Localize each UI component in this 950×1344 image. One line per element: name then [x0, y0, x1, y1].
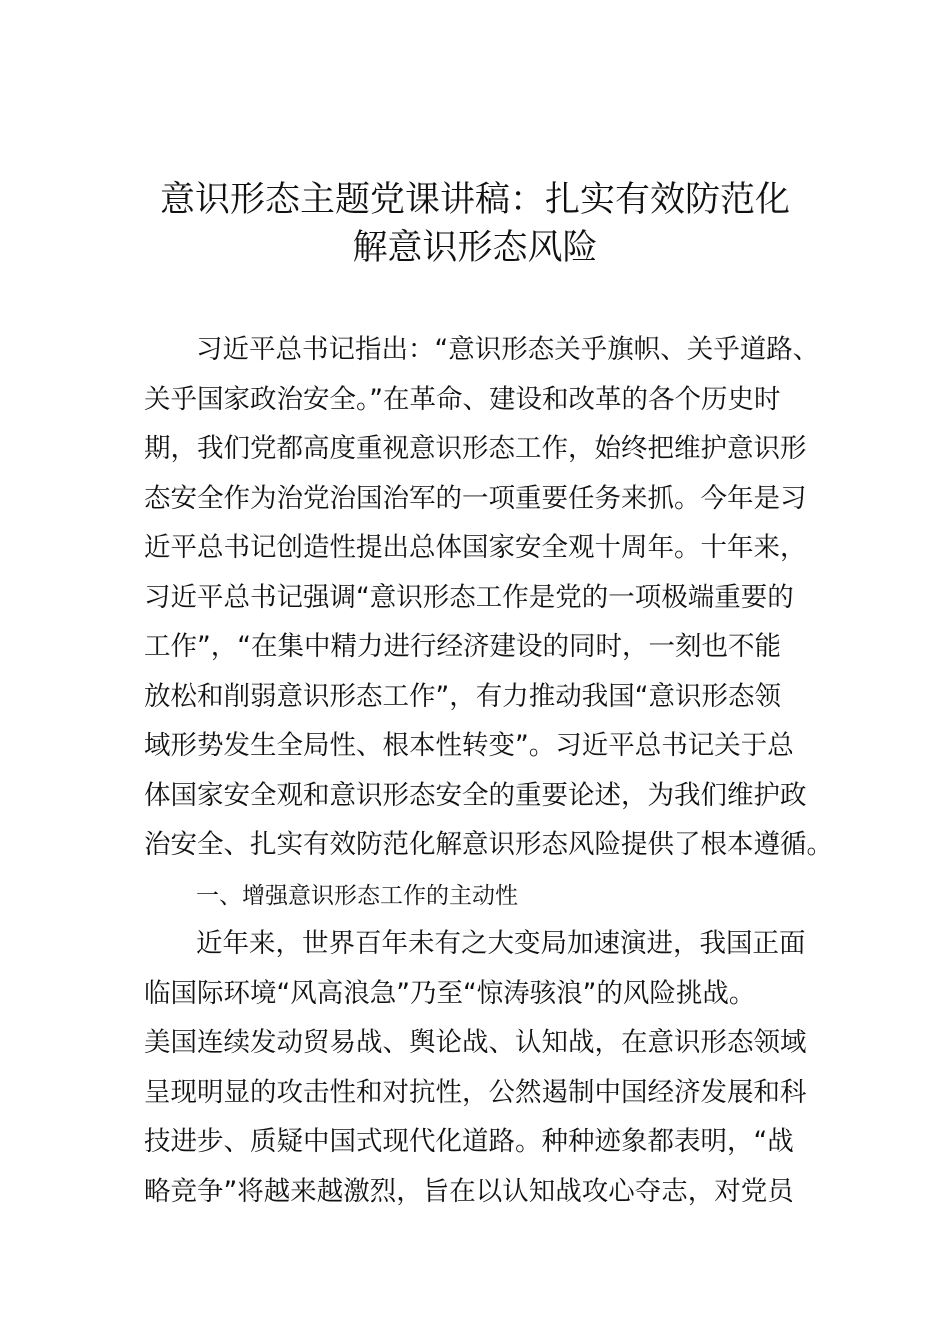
section-heading	[144, 870, 814, 920]
paragraph-line: 域形势发生全局性、根本性转变”。习近平总书记关于总	[144, 730, 794, 761]
section-heading-text: 一、增强意识形态工作的主动性	[196, 882, 518, 909]
paragraph-line: 期，我们党都高度重视意识形态工作，始终把维护意识形	[144, 433, 807, 464]
document-title	[100, 176, 850, 272]
paragraph-line: 近平总书记创造性提出总体国家安全观十周年。十年来，	[144, 532, 807, 563]
title-line-1: 意识形态主题党课讲稿：扎实有效防范化	[159, 180, 790, 220]
paragraph-line: 关乎国家政治安全。”在革命、建设和改革的各个历史时	[144, 383, 781, 415]
document-body	[144, 325, 833, 1216]
paragraph-line: 技进步、质疑中国式现代化道路。种种迹象都表明，“战	[144, 1126, 794, 1157]
paragraph-line: 态安全作为治党治国治军的一项重要任务来抓。今年是习	[144, 482, 807, 514]
paragraph-line: 近年来，世界百年未有之大变局加速演进，我国正面	[196, 928, 806, 959]
paragraph-line: 治安全、扎实有效防范化解意识形态风险提供了根本遵循。	[144, 829, 833, 860]
title-line-2: 解意识形态风险	[352, 228, 598, 268]
paragraph-line: 临国际环境“风高浪急”乃至“惊涛骇浪”的风险挑战。	[144, 977, 756, 1009]
paragraph-line: 美国连续发动贸易战、舆论战、认知战，在意识形态领域	[144, 1027, 807, 1058]
paragraph-line: 习近平总书记指出：“意识形态关乎旗帜、关乎道路、	[196, 334, 820, 365]
paragraph-line: 呈现明显的攻击性和对抗性，公然遏制中国经济发展和科	[144, 1076, 807, 1108]
paragraph-line: 略竞争”将越来越激烈，旨在以认知战攻心夺志，对党员	[144, 1175, 794, 1207]
paragraph-line: 工作”，“在集中精力进行经济建设的同时，一刻也不能	[144, 631, 781, 662]
paragraph-line: 体国家安全观和意识形态安全的重要论述，为我们维护政	[144, 779, 807, 811]
paragraph-line: 习近平总书记强调“意识形态工作是党的一项极端重要的	[144, 581, 794, 613]
paragraph-line: 放松和削弱意识形态工作”，有力推动我国“意识形态领	[144, 680, 781, 712]
